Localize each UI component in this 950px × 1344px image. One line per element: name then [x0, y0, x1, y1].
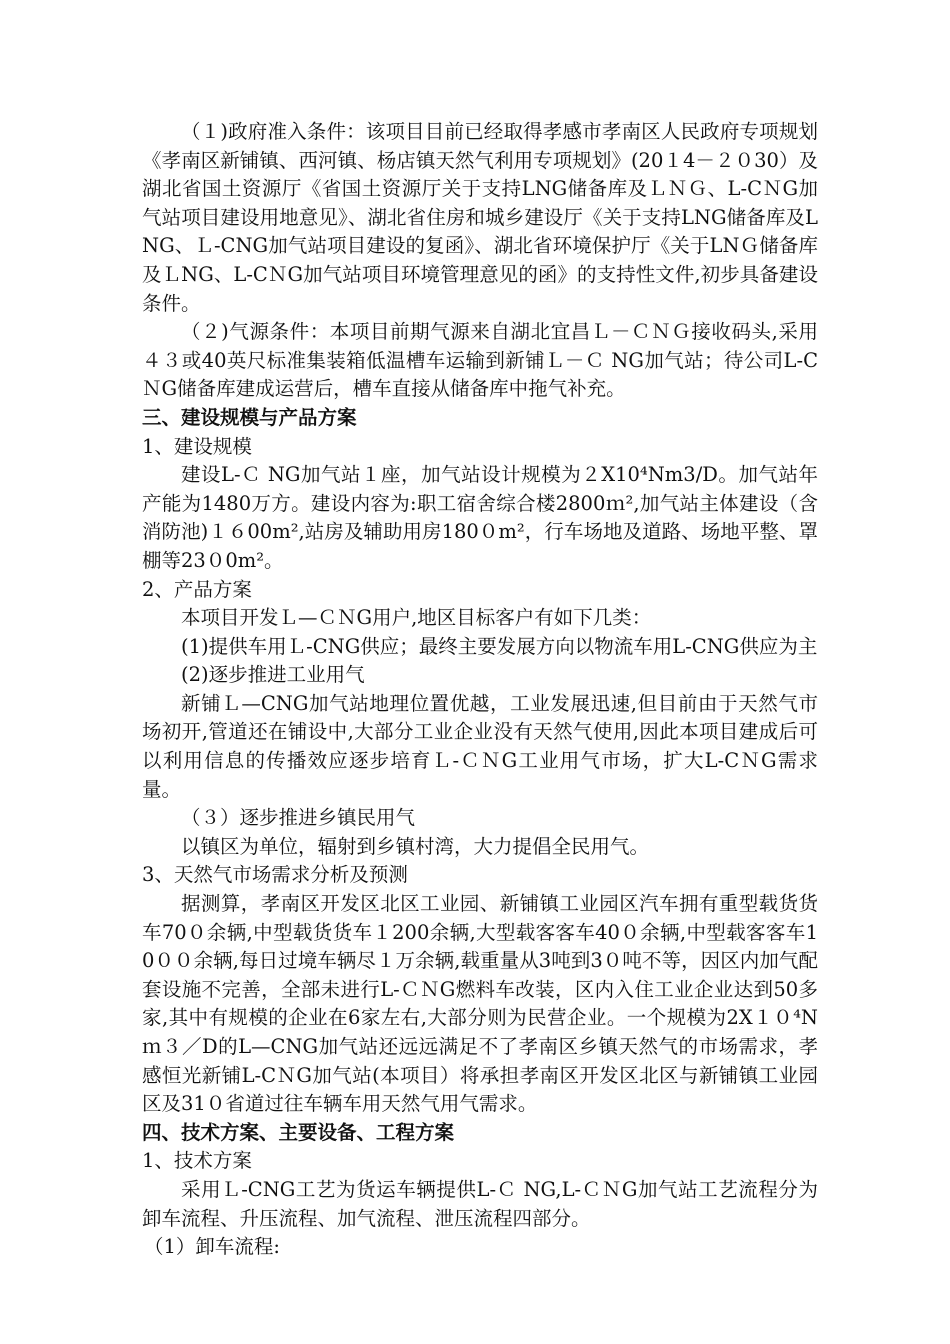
- subheading-construction-scale: 1、建设规模: [142, 434, 252, 458]
- paragraph-residential-gas: （３）逐步推进乡镇民用气: [181, 806, 416, 830]
- paragraph-target-customers: 本项目开发Ｌ—ＣＮG用户,地区目标客户有如下几类：: [181, 606, 652, 630]
- paragraph-gas-source: （２)气源条件：本项目前期气源来自湖北宜昌Ｌ－ＣＮＧ接收码头,采用４３或40英尺标准集装箱低温槽车运输到新铺Ｌ－Ｃ NG加气站；待公司L-CＮG储备库建成运营后，槽车直接从储备库中拖气补充。: [142, 320, 818, 401]
- paragraph-market-estimate: 据测算，孝南区开发区北区工业园、新铺镇工业园区汽车拥有重型载货货车70０余辆,中型载货货车１200余辆,大型载客客车40０余辆,中型载客客车10００余辆,每日过境车辆尽１万余辆,载重量从3吨到3０吨不等，因区内加气配套设施不完善，全部未进行L-ＣＮG燃料车改装，区内入住工业企业达到50多家,其中有规模的企业在6家左右,大部分则为民营企业。一个规模为2X１０⁴Nｍ３／D的L—CNG加气站还远远满足不了孝南区乡镇天然气的市场需求，孝感恒光新铺L-CＮG加气站(本项目）将承担孝南区开发区北区与新铺镇工业园区及31０省道过往车辆车用天然气用气需求。: [142, 892, 818, 1116]
- paragraph-government-access: （１)政府准入条件：该项目目前已经取得孝感市孝南区人民政府专项规划《孝南区新铺镇、西河镇、杨店镇天然气利用专项规划》(20１4－２０30）及湖北省国土资源厅《省国土资源厅关于支持LNG储备库及ＬＮＧ、L-CＮG加气站项目建设用地意见》、湖北省住房和城乡建设厅《关于支持LNG储备库及LNG、Ｌ-CNG加气站项目建设的复函》、湖北省环境保护厅《关于LNＧ储备库及ＬNG、L-CＮG加气站项目环境管理意见的函》的支持性文件,初步具备建设条件。: [142, 120, 818, 315]
- section-heading-construction-scale: 三、建设规模与产品方案: [142, 405, 357, 429]
- section-heading-technical-plan: 四、技术方案、主要设备、工程方案: [142, 1120, 455, 1144]
- subheading-market-analysis: 3、天然气市场需求分析及预测: [142, 863, 408, 887]
- subheading-product-plan: 2、产品方案: [142, 577, 252, 601]
- paragraph-industrial-market: 新铺Ｌ—CNG加气站地理位置优越，工业发展迅速,但目前由于天然气市场初开,管道还在铺设中,大部分工业企业没有天然气使用,因此本项目建成后可以利用信息的传播效应逐步培育Ｌ-ＣＮG工业用气市场，扩大L-CＮG需求量。: [142, 691, 818, 801]
- paragraph-town-coverage: 以镇区为单位，辐射到乡镇村湾，大力提倡全民用气。: [181, 834, 650, 858]
- subheading-unloading-process: （1）卸车流程:: [144, 1235, 280, 1259]
- paragraph-vehicle-supply: (1)提供车用Ｌ-CNG供应；最终主要发展方向以物流车用L-CNG供应为主: [181, 634, 818, 658]
- subheading-technical-plan: 1、技术方案: [142, 1149, 252, 1173]
- paragraph-construction-content: 建设L-Ｃ NG加气站１座，加气站设计规模为２X10⁴Nm3/D。加气站年产能为1480万方。建设内容为:职工宿舍综合楼2800ｍ²,加气站主体建设（含消防池)１６00m²,站房及辅助用房180０m²，行车场地及道路、场地平整、罩棚等23０0m²。: [142, 463, 818, 572]
- document-page: [142, 118, 818, 1262]
- paragraph-industrial-gas: (2)逐步推进工业用气: [181, 663, 365, 687]
- paragraph-process-overview: 采用Ｌ-CNG工艺为货运车辆提供L-Ｃ NG,L-ＣＮG加气站工艺流程分为卸车流程、升压流程、加气流程、泄压流程四部分。: [142, 1177, 818, 1230]
